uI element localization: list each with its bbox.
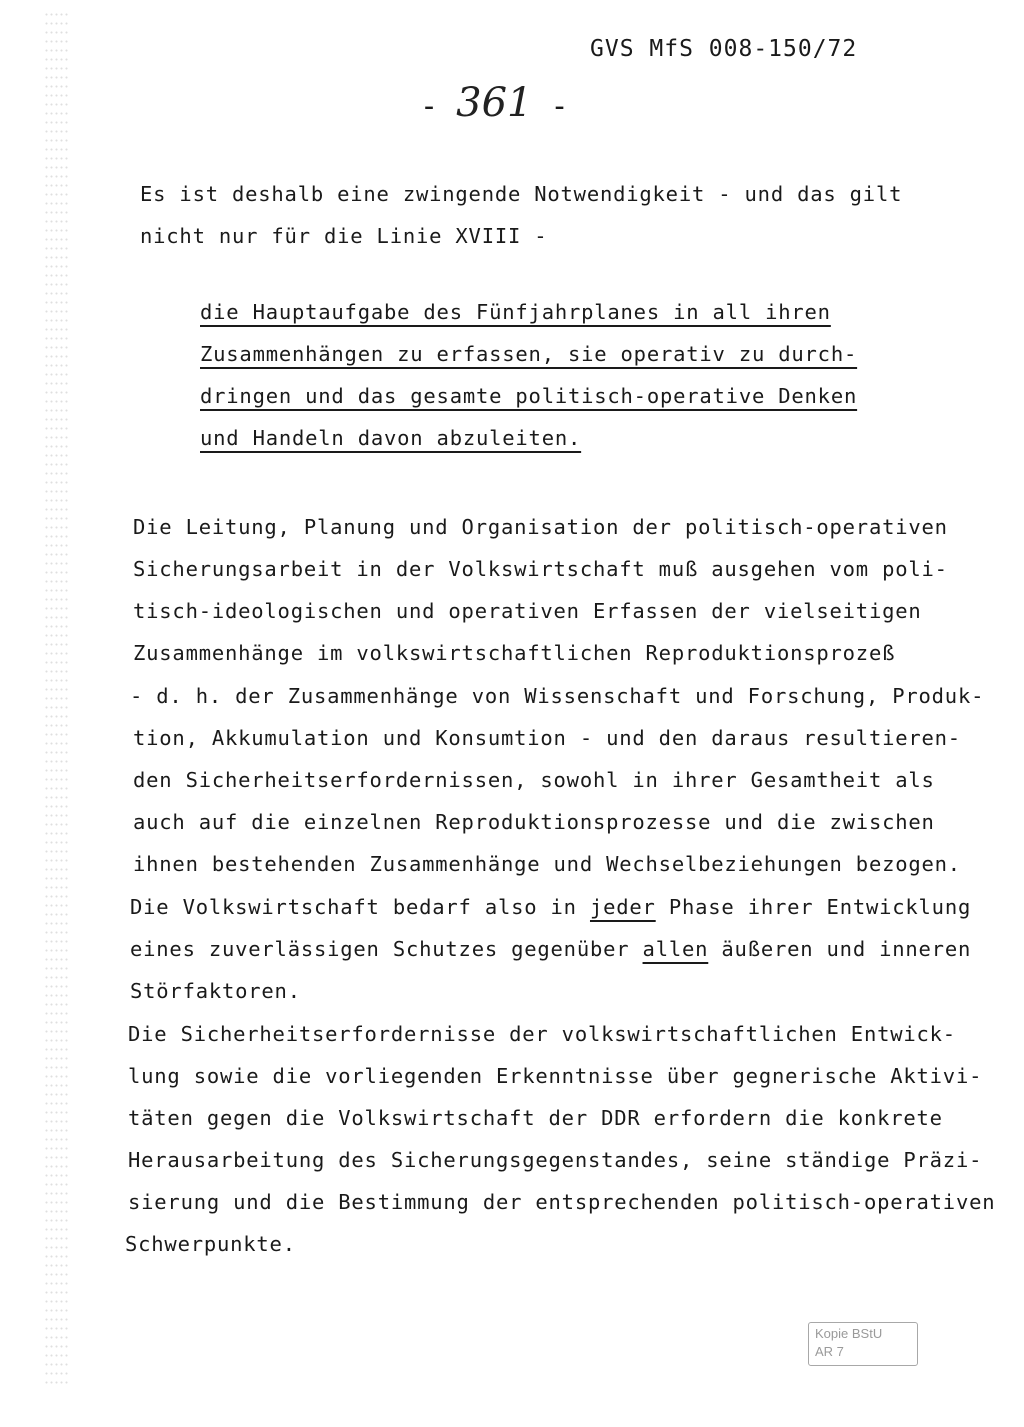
paragraph-2-line: den Sicherheitserfordernissen, sowohl in ihrer Gesamtheit als xyxy=(133,768,935,792)
stamp-line-2: AR 7 xyxy=(815,1344,844,1359)
paragraph-2-line: - d. h. der Zusammenhänge von Wissenschaft und Forschung, Produk- xyxy=(130,684,985,708)
page-number-suffix: - xyxy=(550,89,569,124)
page-number xyxy=(420,80,569,126)
paragraph-3-line: täten gegen die Volkswirtschaft der DDR erfordern die konkrete xyxy=(128,1106,943,1130)
page-number-prefix: - xyxy=(420,89,439,124)
paragraph-3-line: Die Sicherheitserfordernisse der volkswirtschaftlichen Entwick- xyxy=(128,1022,956,1046)
line-text: Die Volkswirtschaft bedarf also in xyxy=(130,895,590,919)
archive-stamp xyxy=(808,1322,918,1366)
paragraph-3-line: Schwerpunkte. xyxy=(125,1232,296,1256)
paragraph-3-line: sierung und die Bestimmung der entsprechenden politisch-operativen xyxy=(128,1190,996,1214)
binding-margin-marks xyxy=(44,10,70,1390)
paragraph-2-line: Die Leitung, Planung und Organisation der politisch-operativen xyxy=(133,515,948,539)
indented-block-line: die Hauptaufgabe des Fünfjahrplanes in all ihren xyxy=(200,300,831,324)
paragraph-1-line: nicht nur für die Linie XVIII - xyxy=(140,224,548,248)
paragraph-2-line xyxy=(130,937,971,961)
line-text: äußeren und inneren xyxy=(708,937,972,961)
emphasis-jeder: jeder xyxy=(589,895,656,919)
paragraph-2-line: ihnen bestehenden Zusammenhänge und Wechselbeziehungen bezogen. xyxy=(133,852,961,876)
paragraph-2-line: Störfaktoren. xyxy=(130,979,301,1003)
stamp-line-1: Kopie BStU xyxy=(815,1326,883,1341)
emphasis-allen: allen xyxy=(642,937,709,961)
paragraph-1-line: Es ist deshalb eine zwingende Notwendigkeit - und das gilt xyxy=(140,182,903,206)
paragraph-2-line: auch auf die einzelnen Reproduktionsprozesse und die zwischen xyxy=(133,810,935,834)
page-number-value: 361 xyxy=(456,80,533,126)
indented-block-line: Zusammenhängen zu erfassen, sie operativ zu durch- xyxy=(200,342,858,366)
indented-block-line: und Handeln davon abzuleiten. xyxy=(200,426,582,450)
paragraph-2-line: Zusammenhänge im volkswirtschaftlichen Reproduktionsprozeß xyxy=(133,641,896,665)
paragraph-3-line: lung sowie die vorliegenden Erkenntnisse über gegnerische Aktivi- xyxy=(128,1064,983,1088)
paragraph-2-line xyxy=(130,895,971,919)
paragraph-2-line: tisch-ideologischen und operativen Erfassen der vielseitigen xyxy=(133,599,922,623)
line-text: Phase ihrer Entwicklung xyxy=(655,895,972,919)
file-reference: GVS MfS 008-150/72 xyxy=(590,36,858,62)
paragraph-2-line: Sicherungsarbeit in der Volkswirtschaft muß ausgehen vom poli- xyxy=(133,557,948,581)
paragraph-3-line: Herausarbeitung des Sicherungsgegenstandes, seine ständige Präzi- xyxy=(128,1148,983,1172)
paragraph-2-line: tion, Akkumulation und Konsumtion - und den daraus resultieren- xyxy=(133,726,961,750)
indented-block-line: dringen und das gesamte politisch-operative Denken xyxy=(200,384,858,408)
line-text: eines zuverlässigen Schutzes gegenüber xyxy=(130,937,643,961)
